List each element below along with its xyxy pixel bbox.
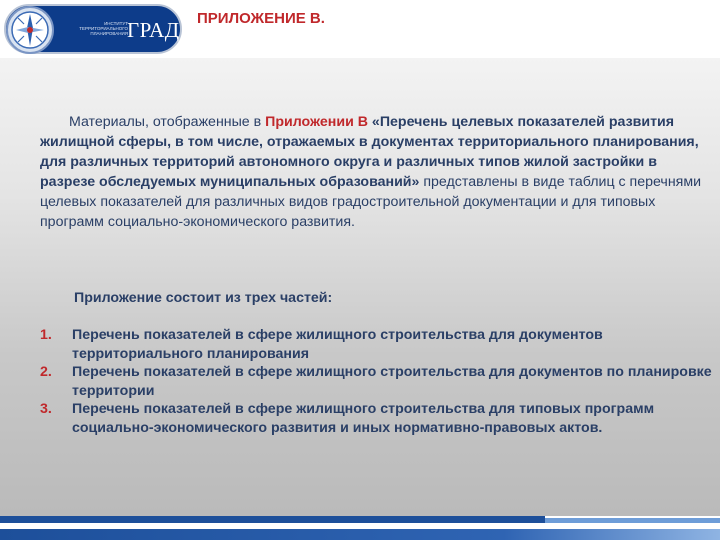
logo [4,4,182,54]
intro-text-highlight: Приложении В [265,114,368,130]
list-number: 3. [40,401,52,417]
compass-emblem-icon [6,6,58,58]
footer-divider [0,525,720,527]
list-text: Перечень показателей в сфере жилищного строительства для документов по планировке территории [72,364,712,399]
intro-text-plain: Материалы, отображенные в [69,114,266,130]
list-number: 2. [40,364,52,380]
list-number: 1. [40,327,52,343]
list-item [40,326,712,363]
footer-stripe-dark [0,516,545,523]
list-text: Перечень показателей в сфере жилищного строительства для документов территориального планирования [72,327,603,362]
parts-heading: Приложение состоит из трех частей: [74,290,333,306]
logo-grad-text: ГРАД [127,18,180,42]
logo-institute-text: ИНСТИТУТ ТЕРРИТОРИАЛЬНОГО ПЛАНИРОВАНИЯ [79,21,128,36]
list-text: Перечень показателей в сфере жилищного строительства для типовых программ социально-экономического развития и иных нормативно-правовых актов. [72,401,655,436]
header [0,0,720,58]
intro-text-bold: «Перечень целевых показателей развития жилищной сферы, в том числе, отражаемых в документах территориального планирования, для различных территорий автономного округа и различных типов жилой застройки в разрезе обследуемых муниципальных образований» [40,114,699,190]
intro-paragraph [40,112,712,232]
list-item [40,363,712,400]
footer-stripe-light [545,518,720,523]
list-item [40,400,712,437]
content-panel [0,58,720,516]
parts-list [40,326,712,437]
intro-text-tail: представлены в виде таблиц с перечнями целевых показателей для различных видов градостроительной документации и для типовых программ социально-экономического развития. [40,174,702,230]
page-title: ПРИЛОЖЕНИЕ В. [197,10,325,27]
footer-stripe-gradient [0,529,720,540]
